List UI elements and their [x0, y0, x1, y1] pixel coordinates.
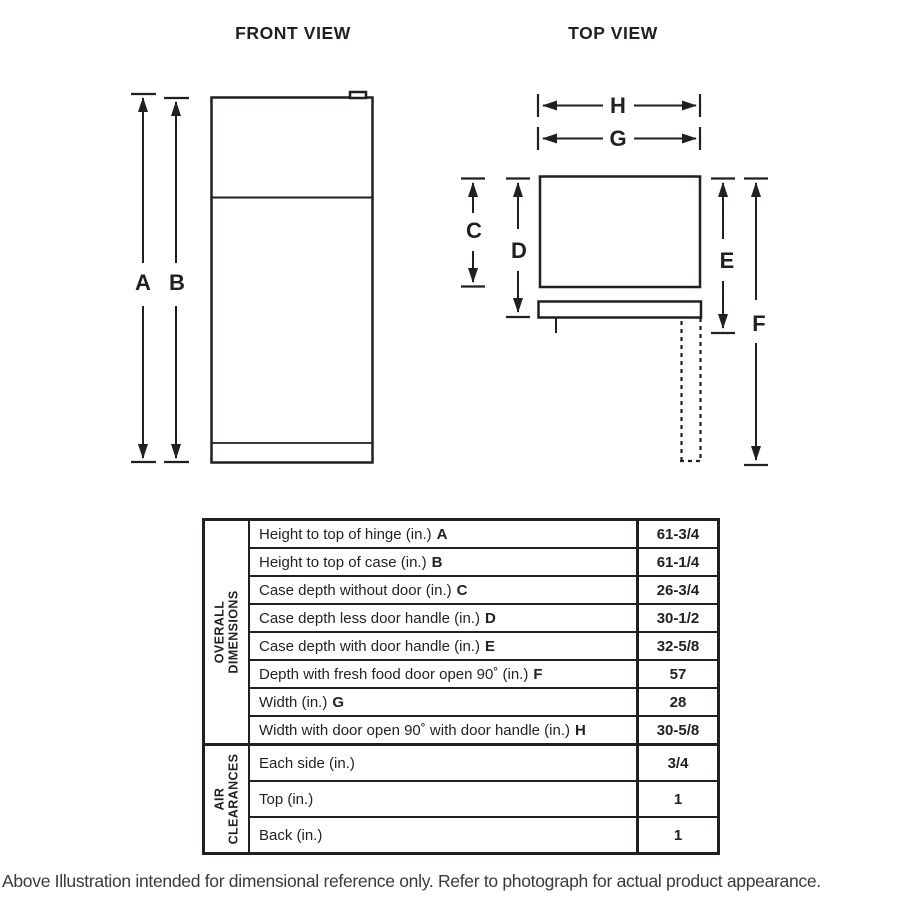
- row-value: 28: [636, 689, 717, 715]
- row-label: Case depth with door handle (in.): [259, 637, 480, 655]
- table-row: [250, 687, 717, 715]
- row-letter: A: [436, 525, 448, 543]
- dimension-e: [711, 179, 735, 334]
- table-row: [250, 631, 717, 659]
- row-value: 30-1/2: [636, 605, 717, 631]
- row-value: 1: [636, 782, 717, 816]
- row-label: Height to top of hinge (in.): [259, 525, 432, 543]
- overall-dimensions-rows: [250, 521, 717, 743]
- row-label: Width with door open 90˚ with door handle (in.): [259, 721, 571, 739]
- row-label: Depth with fresh food door open 90˚ (in.): [259, 665, 529, 683]
- front-view-case-outline: [212, 98, 373, 463]
- overall-dimensions-section: [205, 521, 717, 743]
- air-clearances-section: [205, 743, 717, 852]
- row-letter: D: [484, 609, 496, 627]
- dim-label-g: G: [609, 126, 627, 151]
- row-letter: H: [575, 721, 586, 739]
- table-row: [250, 659, 717, 687]
- dimension-b: [164, 98, 189, 462]
- row-value: 57: [636, 661, 717, 687]
- footer-disclaimer: Above Illustration intended for dimensional reference only. Refer to photograph for actual product appearance.: [2, 871, 821, 891]
- air-clearances-group-label: AIR CLEARANCES: [212, 753, 241, 845]
- air-clearances-rows: [250, 746, 717, 852]
- row-letter: G: [332, 693, 345, 711]
- row-value: 30-5/8: [636, 717, 717, 743]
- row-value: 61-1/4: [636, 549, 717, 575]
- air-clearances-group-cell: [205, 746, 250, 852]
- dim-label-h: H: [610, 93, 626, 118]
- table-row: [250, 715, 717, 743]
- dimension-d: [506, 179, 530, 318]
- table-row: [250, 780, 717, 816]
- front-view-hinge: [350, 92, 366, 98]
- dim-label-b: B: [169, 270, 185, 295]
- row-label: Each side (in.): [259, 754, 355, 772]
- table-row: [250, 521, 717, 547]
- top-view-title: TOP VIEW: [568, 23, 658, 43]
- row-label: Case depth less door handle (in.): [259, 609, 480, 627]
- dim-label-c: C: [466, 218, 482, 243]
- dimension-h: [538, 93, 700, 118]
- dimension-f: [744, 179, 768, 466]
- dim-label-f: F: [752, 311, 766, 336]
- table-row: [250, 746, 717, 780]
- table-row: [250, 603, 717, 631]
- front-view-drawing: [212, 92, 373, 463]
- row-value: 1: [636, 818, 717, 852]
- dim-label-d: D: [511, 238, 527, 263]
- table-row: [250, 575, 717, 603]
- row-label: Width (in.): [259, 693, 328, 711]
- dimension-c: [461, 179, 485, 287]
- top-view-case-outline: [540, 177, 700, 288]
- row-label: Back (in.): [259, 826, 323, 844]
- dimension-a: [131, 94, 156, 462]
- row-letter: C: [456, 581, 468, 599]
- row-value: 32-5/8: [636, 633, 717, 659]
- row-value: 61-3/4: [636, 521, 717, 547]
- overall-dimensions-group-label: OVERALL DIMENSIONS: [212, 590, 241, 674]
- table-row: [250, 816, 717, 852]
- top-view-door-outline: [539, 302, 702, 318]
- top-view-drawing: [539, 177, 703, 462]
- row-letter: F: [533, 665, 543, 683]
- table-row: [250, 547, 717, 575]
- row-letter: E: [484, 637, 495, 655]
- row-label: Height to top of case (in.): [259, 553, 427, 571]
- row-value: 3/4: [636, 746, 717, 780]
- row-value: 26-3/4: [636, 577, 717, 603]
- front-view-title: FRONT VIEW: [235, 23, 351, 43]
- top-view-open-door-dashed: [680, 305, 702, 461]
- overall-dimensions-group-cell: [205, 521, 250, 743]
- dim-label-a: A: [135, 270, 151, 295]
- row-label: Case depth without door (in.): [259, 581, 452, 599]
- dim-label-e: E: [719, 248, 735, 273]
- row-letter: B: [431, 553, 443, 571]
- dimension-g: [538, 126, 700, 151]
- row-label: Top (in.): [259, 790, 314, 808]
- dimensions-table: [202, 518, 720, 855]
